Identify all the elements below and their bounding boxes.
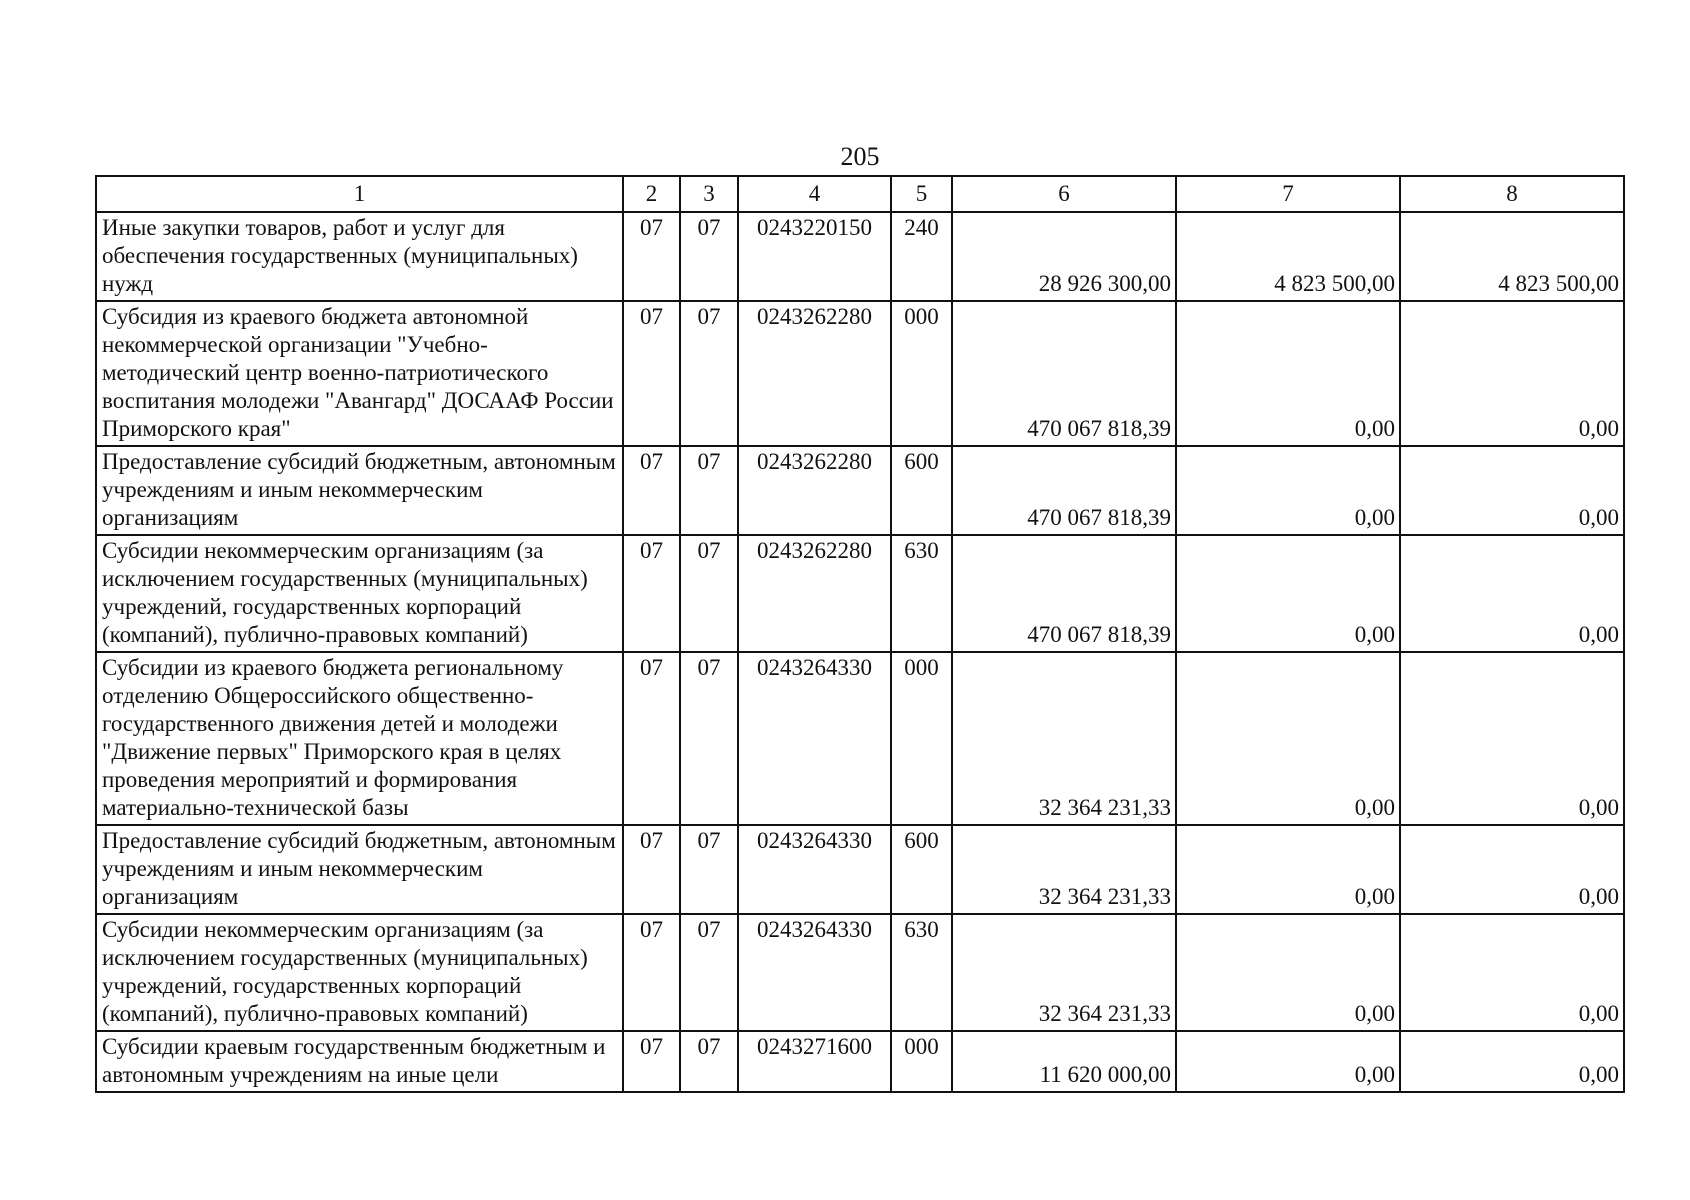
item-name-cell: Предоставление субсидий бюджетным, автономным учреждениям и иным некоммерческим организациям: [96, 825, 623, 914]
target-article-cell: 0243220150: [738, 212, 891, 301]
expense-type-cell: 600: [891, 446, 952, 535]
amount-year1-cell: 470 067 818,39: [952, 446, 1176, 535]
expense-type-cell: 000: [891, 301, 952, 446]
expense-type-cell: 630: [891, 914, 952, 1031]
amount-year3-cell: 0,00: [1400, 535, 1624, 652]
target-article-cell: 0243262280: [738, 535, 891, 652]
item-name-cell: Субсидии некоммерческим организациям (за исключением государственных (муниципальных) учреждений, государственных корпораций (компаний), публично-правовых компаний): [96, 914, 623, 1031]
target-article-cell: 0243264330: [738, 825, 891, 914]
amount-year1-cell: 11 620 000,00: [952, 1031, 1176, 1092]
section-code-cell: 07: [623, 1031, 680, 1092]
target-article-cell: 0243262280: [738, 301, 891, 446]
amount-year1-cell: 470 067 818,39: [952, 301, 1176, 446]
subsection-code-cell: 07: [680, 446, 738, 535]
amount-year3-cell: 0,00: [1400, 301, 1624, 446]
target-article-cell: 0243264330: [738, 652, 891, 825]
table-row: [96, 914, 1624, 1031]
column-header: 1: [96, 176, 623, 212]
amount-year2-cell: 4 823 500,00: [1176, 212, 1400, 301]
table-row: [96, 825, 1624, 914]
item-name-cell: Предоставление субсидий бюджетным, автономным учреждениям и иным некоммерческим организациям: [96, 446, 623, 535]
amount-year1-cell: 32 364 231,33: [952, 914, 1176, 1031]
section-code-cell: 07: [623, 301, 680, 446]
column-header: 3: [680, 176, 738, 212]
expense-type-cell: 000: [891, 652, 952, 825]
expense-type-cell: 630: [891, 535, 952, 652]
target-article-cell: 0243262280: [738, 446, 891, 535]
section-code-cell: 07: [623, 825, 680, 914]
amount-year1-cell: 32 364 231,33: [952, 825, 1176, 914]
amount-year2-cell: 0,00: [1176, 535, 1400, 652]
item-name-cell: Субсидии из краевого бюджета региональному отделению Общероссийского общественно-государственного движения детей и молодежи "Движение первых" Приморского края в целях проведения мероприятий и формирования материально-технической базы: [96, 652, 623, 825]
item-name-cell: Субсидии некоммерческим организациям (за исключением государственных (муниципальных) учреждений, государственных корпораций (компаний), публично-правовых компаний): [96, 535, 623, 652]
subsection-code-cell: 07: [680, 652, 738, 825]
table-row: [96, 301, 1624, 446]
section-code-cell: 07: [623, 446, 680, 535]
section-code-cell: 07: [623, 212, 680, 301]
column-header: 4: [738, 176, 891, 212]
amount-year2-cell: 0,00: [1176, 914, 1400, 1031]
target-article-cell: 0243271600: [738, 1031, 891, 1092]
page-number: 205: [840, 142, 880, 171]
item-name-cell: Субсидия из краевого бюджета автономной некоммерческой организации "Учебно-методический центр военно-патриотического воспитания молодежи "Авангард" ДОСААФ России Приморского края": [96, 301, 623, 446]
amount-year3-cell: 0,00: [1400, 652, 1624, 825]
item-name-cell: Иные закупки товаров, работ и услуг для обеспечения государственных (муниципальных) нужд: [96, 212, 623, 301]
table-row: [96, 212, 1624, 301]
amount-year1-cell: 28 926 300,00: [952, 212, 1176, 301]
column-header: 7: [1176, 176, 1400, 212]
column-header: 6: [952, 176, 1176, 212]
amount-year2-cell: 0,00: [1176, 446, 1400, 535]
section-code-cell: 07: [623, 535, 680, 652]
table-row: [96, 535, 1624, 652]
table-row: [96, 652, 1624, 825]
subsection-code-cell: 07: [680, 1031, 738, 1092]
table-header-row: [96, 176, 1624, 212]
amount-year3-cell: 0,00: [1400, 1031, 1624, 1092]
section-code-cell: 07: [623, 914, 680, 1031]
subsection-code-cell: 07: [680, 535, 738, 652]
expense-type-cell: 240: [891, 212, 952, 301]
amount-year2-cell: 0,00: [1176, 652, 1400, 825]
amount-year3-cell: 0,00: [1400, 446, 1624, 535]
expense-type-cell: 000: [891, 1031, 952, 1092]
subsection-code-cell: 07: [680, 301, 738, 446]
table-row: [96, 1031, 1624, 1092]
item-name-cell: Субсидии краевым государственным бюджетным и автономным учреждениям на иные цели: [96, 1031, 623, 1092]
amount-year1-cell: 470 067 818,39: [952, 535, 1176, 652]
budget-table: [95, 175, 1625, 1093]
subsection-code-cell: 07: [680, 825, 738, 914]
table-row: [96, 446, 1624, 535]
amount-year2-cell: 0,00: [1176, 301, 1400, 446]
amount-year2-cell: 0,00: [1176, 825, 1400, 914]
subsection-code-cell: 07: [680, 212, 738, 301]
target-article-cell: 0243264330: [738, 914, 891, 1031]
amount-year3-cell: 0,00: [1400, 914, 1624, 1031]
amount-year2-cell: 0,00: [1176, 1031, 1400, 1092]
amount-year3-cell: 0,00: [1400, 825, 1624, 914]
amount-year1-cell: 32 364 231,33: [952, 652, 1176, 825]
expense-type-cell: 600: [891, 825, 952, 914]
column-header: 2: [623, 176, 680, 212]
subsection-code-cell: 07: [680, 914, 738, 1031]
amount-year3-cell: 4 823 500,00: [1400, 212, 1624, 301]
column-header: 8: [1400, 176, 1624, 212]
section-code-cell: 07: [623, 652, 680, 825]
column-header: 5: [891, 176, 952, 212]
